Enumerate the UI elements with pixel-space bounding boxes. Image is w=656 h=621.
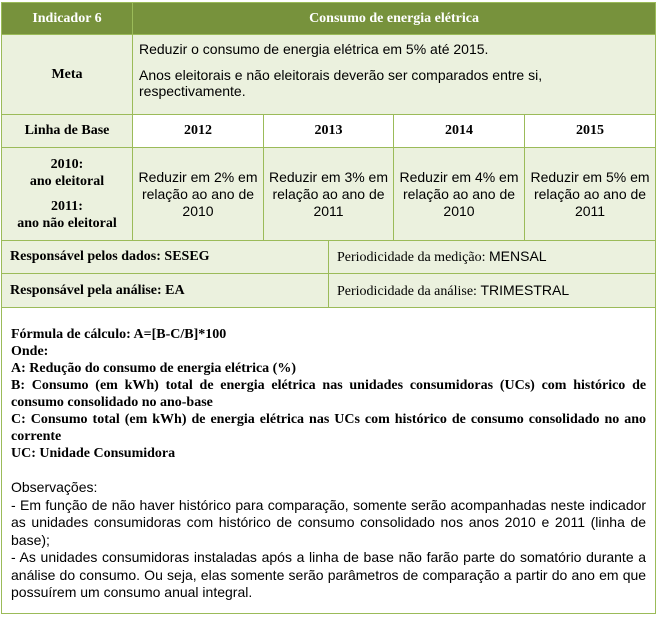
observation-1: - Em função de não haver histórico para comparação, somente serão acompanhadas neste indicador as unidades consumidoras com histórico de consumo consolidado nos anos 2010 e 2011 (linha de base); [11, 496, 647, 548]
data-responsible [2, 241, 329, 274]
analysis-frequency-value: TRIMESTRAL [480, 281, 570, 298]
goal-2012: Reduzir em 2% em relação ao ano de 2010 [133, 148, 264, 241]
goal-2015: Reduzir em 5% em relação ao ano de 2011 [525, 148, 656, 241]
baseline-label: Linha de Base [2, 115, 133, 148]
base-years-label [2, 148, 133, 241]
meta-line-2: Anos eleitorais e não eleitorais deverão ser comparados entre si, respectivamente. [139, 67, 543, 99]
baseline-row [2, 115, 656, 148]
base-year-2011: 2011: [51, 199, 83, 214]
measurement-frequency [329, 241, 656, 274]
formula-cell [2, 308, 656, 614]
indicator-title: Consumo de energia elétrica [133, 3, 656, 35]
data-responsible-text: Responsável pelos dados: SESEG [10, 249, 210, 264]
analysis-frequency-label: Periodicidade da análise: [337, 283, 477, 299]
year-2013: 2013 [264, 115, 394, 148]
year-2012: 2012 [133, 115, 264, 148]
header-row [2, 3, 656, 35]
formula-c: C: Consumo total (em kWh) de energia elétrica nas UCs com histórico de consumo consolidado no ano corrente [11, 412, 647, 444]
goals-row [2, 148, 656, 241]
analysis-responsibility-row [2, 274, 656, 308]
base-year-2010: 2010: [50, 157, 84, 172]
analysis-responsible-text: Responsável pela análise: EA [10, 282, 185, 298]
year-2015: 2015 [525, 115, 656, 148]
analysis-frequency [329, 274, 656, 308]
observation-2: - As unidades consumidoras instaladas após a linha de base não farão parte do somatório durante a análise do consumo. Ou seja, elas somente serão parâmetros de comparação a partir do ano em que possuírem um consumo anual integral. [11, 549, 647, 600]
measurement-frequency-value: MENSAL [489, 248, 547, 264]
goal-2014: Reduzir em 4% em relação ao ano de 2010 [394, 148, 525, 241]
measurement-frequency-label: Periodicidade da medição: [337, 250, 486, 265]
meta-row [2, 35, 656, 115]
formula-a: A: Redução do consumo de energia elétrica (%) [11, 361, 297, 376]
formula-uc: UC: Unidade Consumidora [11, 446, 176, 461]
formula-title: Fórmula de cálculo: A=[B-C/B]*100 [11, 327, 227, 342]
indicator-table [1, 2, 656, 614]
data-responsibility-row [2, 241, 656, 274]
meta-line-1: Reduzir o consumo de energia elétrica em 5% até 2015. [139, 41, 489, 57]
base-year-2010-desc: ano eleitoral [29, 174, 105, 189]
formula-b: B: Consumo (em kWh) total de energia elétrica nas unidades consumidoras (UCs) com histórico de consumo consolidado no ano-base [11, 378, 647, 410]
formula-where: Onde: [11, 344, 49, 359]
base-year-2011-desc: ano não eleitoral [17, 216, 117, 231]
year-2014: 2014 [394, 115, 525, 148]
goal-2013: Reduzir em 3% em relação ao ano de 2011 [264, 148, 394, 241]
meta-text [133, 35, 656, 115]
formula-row [2, 308, 656, 614]
formula-block [11, 326, 646, 462]
observations-title: Observações: [11, 479, 98, 495]
meta-label: Meta [2, 35, 133, 115]
analysis-responsible [2, 274, 329, 308]
observations-block [11, 479, 646, 602]
indicator-number: Indicador 6 [2, 3, 133, 35]
